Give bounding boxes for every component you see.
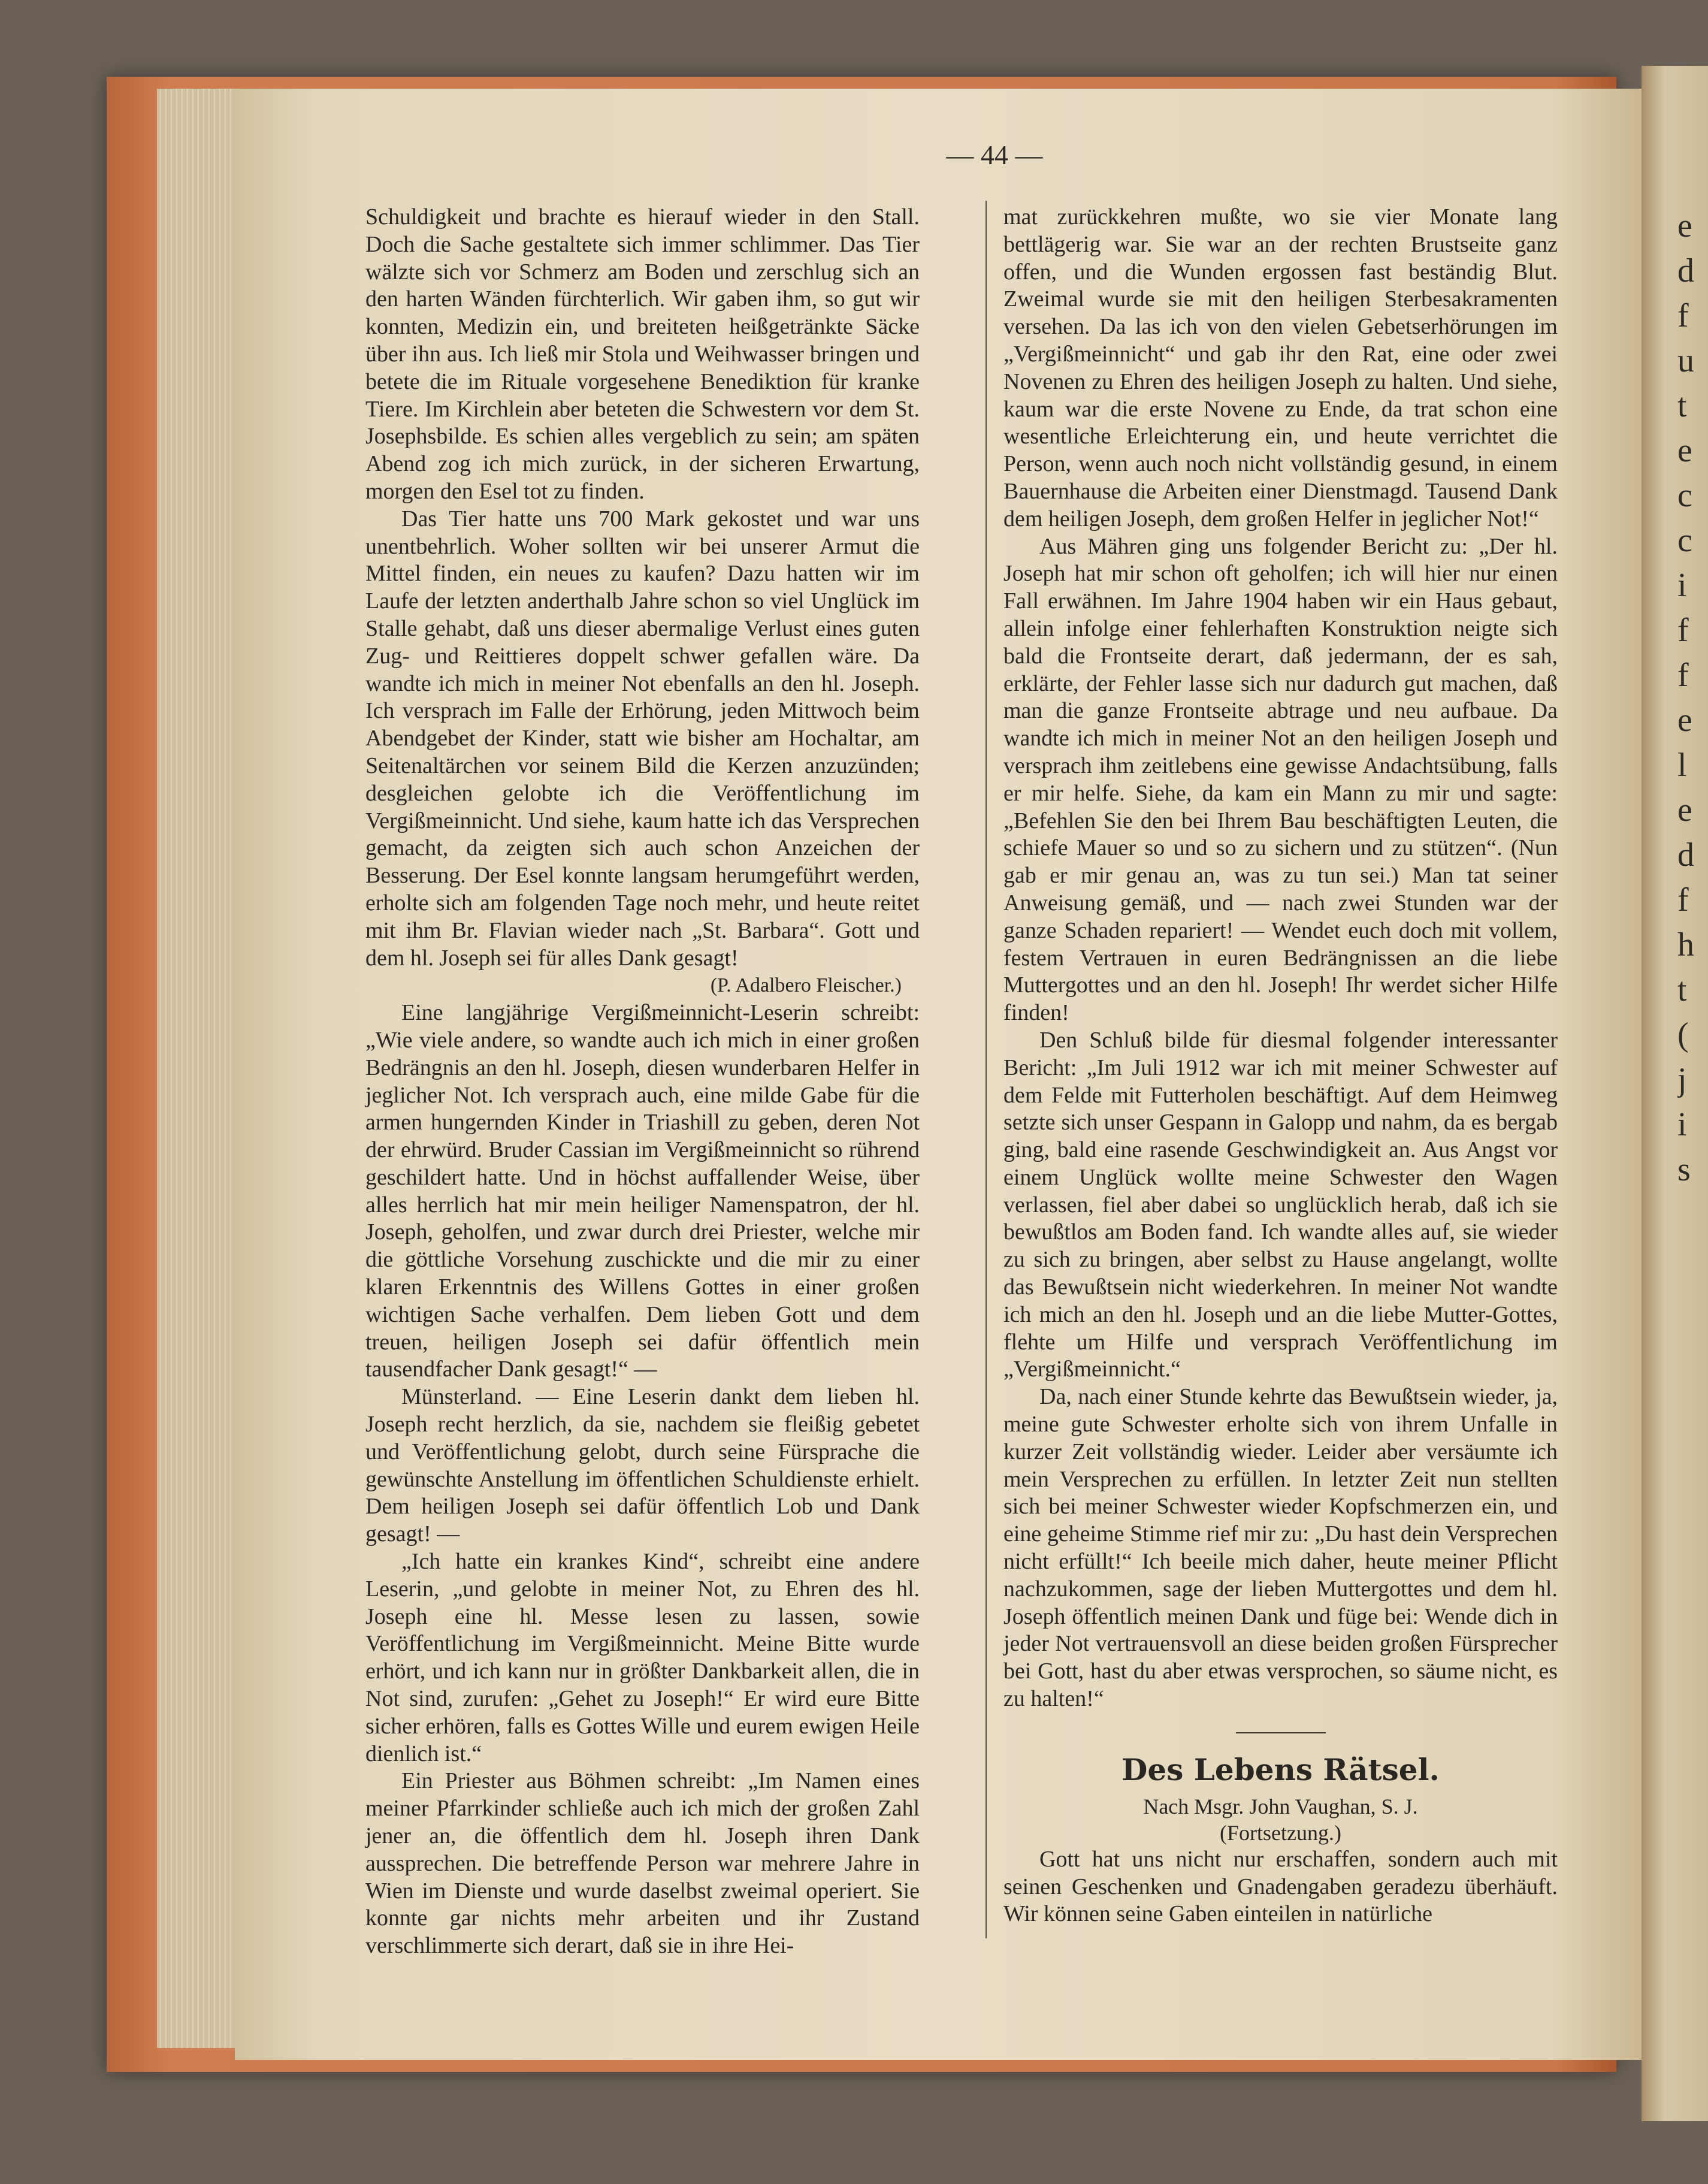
paragraph: Eine langjährige Vergißmeinnicht-Leserin schreibt: „Wie viele andere, so wandte auch ich mich in einer großen Bedrängnis an den hl. Joseph, diesen wunderbaren Helfer in jeglicher Not. Ich versprach auch, eine milde Gabe für die armen hungernden Kinder in Triashill zu geben, deren Not der ehrwürd. Bruder Cassian im Vergißmeinnicht so rührend geschildert hatte. Und in höchst auffallender Weise, über alles herrlich hat mir mein heiliger Namenspatron, der hl. Joseph, geholfen, und zwar durch drei Priester, welche mir die göttliche Vorsehung zuschickte und die mir zu einer klaren Erkenntnis des Willens Gottes in einer großen wichtigen Sache verhalfen. Dem lieben Gott und dem treuen, heiligen Joseph sei dafür öffentlich mein tausendfacher Dank gesagt!“ — (365, 1000, 920, 1382)
adjacent-page-text: e d f u t e c c i f f e l e d f h t ( j i s (1677, 207, 1694, 1188)
right-column (1003, 204, 1558, 1928)
paragraph: Aus Mähren ging uns folgender Bericht zu: „Der hl. Joseph hat mir schon oft geholfen; ich will hier nur einen Fall erwähnen. Im Jahre 1904 haben wir ein Haus gebaut, allein infolge einer fehlerhaften Konstruktion neigte sich bald die Frontseite derart, daß jedermann, der es sah, erklärte, der Fehler lasse sich nur dadurch gut machen, daß man die ganze Frontseite abtrage und neu aufbaue. Da wandte ich mich in meiner Not an den heiligen Joseph und versprach ihm zeitlebens eine gewisse Andachtsübung, falls er mir helfe. Siehe, da kam ein Mann zu mir und sagte: „Befehlen Sie den bei Ihrem Bau beschäftigten Leuten, die schiefe Mauer so und so zu sichern und zu stützen“. (Nun gab er mir genau an, was zu tun sei.) Man tat seiner Anweisung gemäß, und — nach zwei Stunden war der ganze Schaden repariert! — Wendet euch doch mit vollem, festem Vertrauen in euren Bedrängnissen an die liebe Muttergottes und an den hl. Joseph! Ihr werdet sicher Hilfe finden! (1003, 533, 1558, 1026)
paragraph: Den Schluß bilde für diesmal folgender interessanter Bericht: „Im Juli 1912 war ich mit meiner Schwester auf dem Felde mit Futterholen beschäftigt. Auf dem Heimweg setzte sich unser Gespann in Galopp und nahm, da es bergab ging, bald eine rasende Geschwindigkeit an. Aus Angst vor einem Unglück wollte meine Schwester den Wagen verlassen, fiel aber dabei so unglücklich herab, daß ich sie bewußtlos am Boden fand. Ich wandte alles auf, sie wieder zu sich zu bringen, aber selbst zu Hause angelangt, wollte das Bewußtsein nicht wiederkehren. In meiner Not wandte ich mich an den hl. Joseph und an die liebe Mutter-Gottes, flehte um Hilfe und versprach Veröffentlichung im „Vergißmeinnicht.“ (1003, 1027, 1558, 1382)
column-divider (985, 201, 987, 1938)
paragraph: mat zurückkehren mußte, wo sie vier Monate lang bettlägerig war. Sie war an der rechten Brustseite ganz offen, und die Wunden ergossen fast beständig Blut. Zweimal wurde sie mit den heiligen Sterbesakramenten versehen. Da las ich von den vielen Gebetserhörungen im „Vergißmeinnicht“ und gab ihr den Rat, eine oder zwei Novenen zu Ehren des heiligen Joseph zu halten. Und siehe, kaum war die erste Novene zu Ende, da trat schon eine wesentliche Erleichterung ein, und heute verrichtet die Person, wenn auch noch nicht vollständig gesund, in einem Bauernhause die Arbeiten einer Dienstmagd. Tausend Dank dem heiligen Joseph, dem großen Helfer in jeglicher Not!“ (1003, 204, 1558, 531)
page-number: — 44 — (946, 140, 1043, 170)
article-title: Des Lebens Rätsel. (1121, 1751, 1440, 1787)
paragraph: „Ich hatte ein krankes Kind“, schreibt eine andere Leserin, „und gelobte in meiner Not, zu Ehren des hl. Joseph eine hl. Messe lesen zu lassen, sowie Veröffentlichung im Vergißmeinnicht. Meine Bitte wurde erhört, und ich kann nur in größter Dankbarkeit allen, die in Not sind, zurufen: „Gehet zu Joseph!“ Er wird eure Bitte sicher erhören, falls es Gottes Wille und eurem ewigen Heile dienlich ist.“ (365, 1549, 920, 1766)
left-column (365, 204, 920, 1960)
article-note: (Fortsetzung.) (1220, 1820, 1341, 1845)
paragraph: Ein Priester aus Böhmen schreibt: „Im Namen eines meiner Pfarrkinder schließe auch ich mich der großen Zahl jener an, die öffentlich dem hl. Joseph ihren Dank aussprechen. Die betreffende Person war mehrere Jahre in Wien im Dienste und wurde daselbst zweimal operiert. Sie konnte gar nichts mehr arbeiten und ihr Zustand verschlimmerte sich derart, daß sie in ihre Hei- (365, 1768, 920, 1959)
paragraph: Da, nach einer Stunde kehrte das Bewußtsein wieder, ja, meine gute Schwester erholte sich von ihrem Unfalle in kurzer Zeit vollständig wieder. Leider aber versäumte ich mein Versprechen zu erfüllen. In letzter Zeit nun stellten sich bei meiner Schwester wieder Kopfschmerzen ein, und eine geheime Stimme rief mir zu: „Du hast dein Versprechen nicht erfüllt!“ Ich beeile mich daher, heute meiner Pflicht nachzukommen, sage der lieben Muttergottes und dem hl. Joseph öffentlich meinen Dank und füge bei: Wende dich in jeder Not vertrauensvoll an diese beiden großen Fürsprecher bei Gott, hast du aber etwas versprochen, so säume nicht, es zu halten!“ (1003, 1384, 1558, 1712)
paragraph: Münsterland. — Eine Leserin dankt dem lieben hl. Joseph recht herzlich, da sie, nachdem sie fleißig gebetet und Veröffentlichung gelobt, durch seine Fürsprache die gewünschte Anstellung im öffentlichen Schuldienste erhielt. Dem heiligen Joseph sei dafür öffentlich Lob und Dank gesagt! — (365, 1384, 920, 1547)
section-rule (1236, 1732, 1326, 1733)
article-author: Nach Msgr. John Vaughan, S. J. (1143, 1794, 1418, 1819)
signature: (P. Adalbero Fleischer.) (710, 974, 902, 997)
paragraph: Schuldigkeit und brachte es hierauf wieder in den Stall. Doch die Sache gestaltete sich immer schlimmer. Das Tier wälzte sich vor Schmerz am Boden und zerschlug sich an den harten Wänden fürchterlich. Wir gaben ihm, so gut wir konnten, Medizin ein, und breiteten heißgetränkte Säcke über ihn aus. Ich ließ mir Stola und Weihwasser bringen und betete die im Rituale vorgesehene Benediktion für kranke Tiere. Im Kirchlein aber beteten die Schwestern vor dem St. Josephsbilde. Es schien alles vergeblich zu sein; am späten Abend zog ich mich zurück, in der sicheren Erwartung, morgen den Esel tot zu finden. (365, 204, 920, 504)
paragraph: Gott hat uns nicht nur erschaffen, sondern auch mit seinen Geschenken und Gnadengaben geradezu überhäuft. Wir können seine Gaben einteilen in natürliche (1003, 1846, 1558, 1927)
page-edges (157, 89, 241, 2048)
paragraph: Das Tier hatte uns 700 Mark gekostet und war uns unentbehrlich. Woher sollten wir bei unserer Armut die Mittel finden, ein neues zu kaufen? Dazu hatten wir im Laufe der letzten anderthalb Jahre schon so viel Unglück im Stalle gehabt, daß uns dieser abermalige Verlust eines guten Zug- und Reittieres doppelt schwer gefallen wäre. Da wandte ich mich in meiner Not ebenfalls an den hl. Joseph. Ich versprach im Falle der Erhörung, jeden Mittwoch beim Abendgebet der Kinder, statt wie bisher am Hochaltar, am Seitenaltärchen vor seinem Bild die Kerzen anzuzünden; desgleichen gelobte ich die Veröffentlichung im Vergißmeinnicht. Und siehe, kaum hatte ich das Versprechen gemacht, da zeigten sich auch schon Anzeichen der Besserung. Der Esel konnte langsam herumgeführt werden, erholte sich am folgenden Tage noch mehr, und heute reitet mit ihm Br. Flavian wieder nach „St. Barbara“. Gott und dem hl. Joseph sei für alles Dank gesagt! (365, 506, 920, 971)
